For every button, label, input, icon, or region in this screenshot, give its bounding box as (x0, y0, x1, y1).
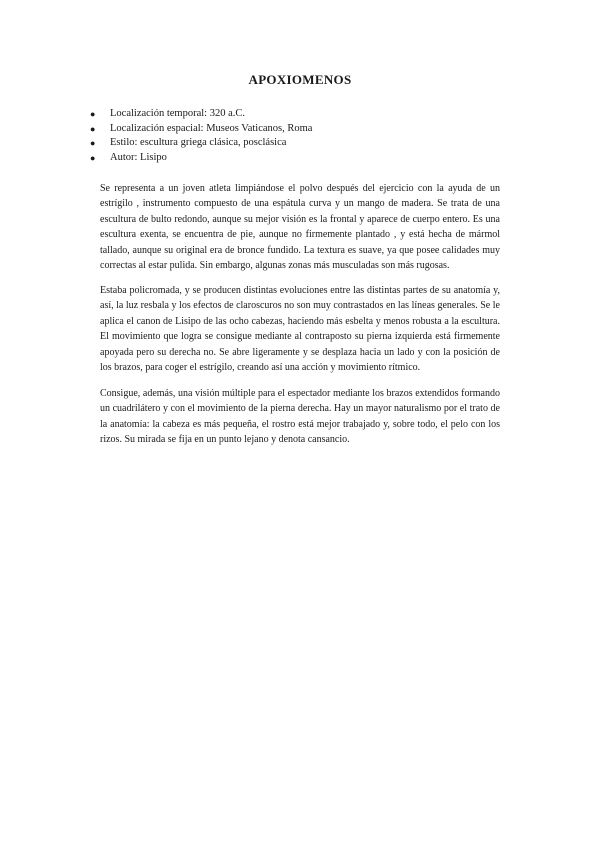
paragraph-anatomy: Estaba policromada, y se producen distintas evoluciones entre las distintas partes de su anatomía y, así, la luz resbala y los efectos de claroscuros no son muy contrastados en las líneas generales. Se le aplica el canon de Lisipo de las ocho cabezas, haciendo más esbelta y menos robusta a la escultura. El movimiento que logra se consigue mediante al contraposto su pierna izquierda está firmemente apoyada pero su derecha no. Se abre ligeramente y se desplaza hacia un lado y con la posición de los brazos, para coger el estrígilo, creando así una acción y movimiento rítmico. (100, 285, 500, 374)
list-item-text: Localización espacial: Museos Vaticanos, Roma (110, 122, 313, 134)
info-list (90, 107, 312, 165)
list-item (90, 136, 312, 151)
paragraph-vision: Consigue, además, una visión múltiple para el espectador mediante los brazos extendidos formando un cuadrilátero y con el movimiento de la pierna derecha. Hay un mayor naturalismo por el trato de la anatomía: la cabeza es más pequeña, el rostro está mejor trabajado y, sobre todo, el pelo con los rizos. Su mirada se fija en un punto lejano y denota cansancio. (100, 388, 500, 446)
list-item-text: Estilo: escultura griega clásica, posclásica (110, 137, 287, 148)
bullet-icon: ● (90, 109, 96, 119)
paragraph-description: Se representa a un joven atleta limpiándose el polvo después del ejercicio con la ayuda de un estrígilo , instrumento compuesto de una espátula curva y un mango de madera. Se trata de una escultura de bulto redondo, aunque su mejor visión es la frontal y aparece de cuerpo entero. Es una escultura exenta, se encuentra de pie, aunque no firmemente plantado , y está hecha de mármol tallado, aunque su original era de bronce fundido. La textura es suave, ya que posee calidades muy correctas al estar pulida. Sin embargo, algunas zonas más musculadas son más rugosas. (100, 183, 500, 272)
bullet-icon: ● (90, 152, 96, 163)
document-title: APOXIOMENOS (248, 72, 352, 87)
bullet-icon: ● (90, 138, 96, 148)
list-item-text: Localización temporal: 320 a.C. (110, 108, 245, 119)
bullet-icon: ● (90, 123, 96, 134)
list-item (90, 151, 312, 166)
list-item (90, 107, 312, 122)
list-item-text: Autor: Lisipo (110, 151, 167, 163)
list-item (90, 122, 312, 137)
